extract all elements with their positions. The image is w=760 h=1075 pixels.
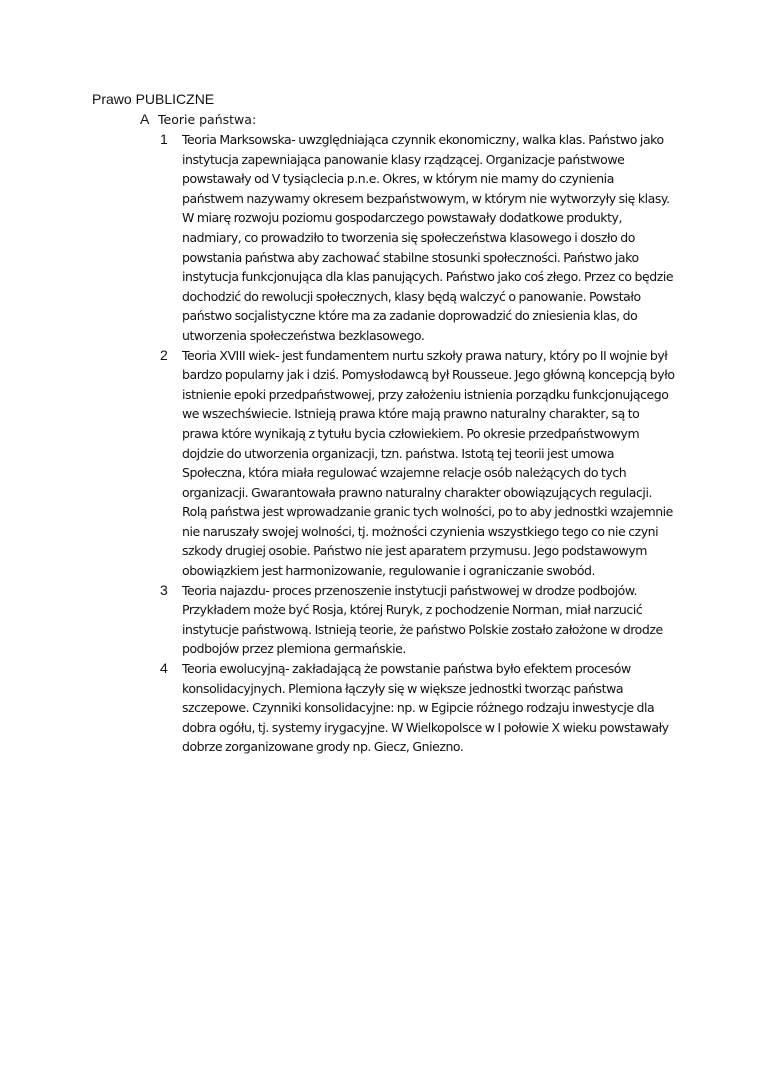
list-item-number: 1 — [160, 131, 168, 147]
section-a — [140, 110, 700, 757]
section-title: Teorie państwa: — [158, 112, 257, 127]
section-heading — [140, 110, 700, 128]
list-item-number: 2 — [160, 346, 168, 363]
theories-list — [140, 130, 700, 757]
list-item — [140, 581, 700, 659]
document-title: Prawo PUBLICZNE — [92, 91, 215, 107]
list-item — [140, 346, 700, 581]
section-letter: A — [140, 111, 150, 127]
list-item-number: 3 — [160, 581, 168, 598]
list-item-text: Teoria Marksowska- uwzględniająca czynnik ekonomiczny, walka klas. Państwo jako instytucja zapewniająca panowanie klasy rządzącej. Organizacje państwowe powstawały od V tysiąclecia p.n.e. Okres, w którym nie mamy do czynienia państwem nazywamy okresem bezpaństwowym, w którym nie wytworzyły się klasy. W miarę rozwoju poziomu gospodarczego powstawały dodatkowe produkty, nadmiary, co prowadziło to tworzenia się społeczeństwa klasowego i doszło do powstania państwa aby zachować stabilne stosunki społeczności. Państwo jako instytucja funkcjonująca dla klas panujących. Państwo jako coś złego. Przez co będzie dochodzić do rewolucji społecznych, klasy będą walczyć o panowanie. Powstało państwo socjalistyczne które ma za zadanie doprowadzić do zniesienia klas, do utworzenia społeczeństwa bezklasowego. — [182, 132, 674, 343]
list-item-text: Teoria ewolucyjną- zakładającą że powstanie państwa było efektem procesów konsolidacyjnych. Plemiona łączyły się w większe jednostki tworząc państwa szczepowe. Czynniki konsolidacyjne: np. w Egipcie różnego rodzaju inwestycje dla dobra ogółu, tj. systemy irygacyjne. W Wielkopolsce w I połowie X wieku powstawały dobrze zorganizowane grody np. Giecz, Gniezno. — [182, 661, 669, 755]
list-item — [140, 659, 700, 757]
list-item-text: Teoria najazdu- proces przenoszenie instytucji państwowej w drodze podbojów. Przykładem może być Rosja, której Ruryk, z pochodzenie Norman, miał narzucić instytucje państwową. Istnieją teorie, że państwo Polskie zostało założone w drodze podbojów przez plemiona germańskie. — [182, 582, 663, 657]
list-item — [140, 130, 700, 346]
list-item-text: Teoria XVIII wiek- jest fundamentem nurtu szkoły prawa natury, który po II wojnie był bardzo popularny jak i dziś. Pomysłodawcą był Rousseue. Jego główną koncepcją było istnienie epoki przedpaństwowej, przy założeniu istnienia porządku funkcjonującego we wszechświecie. Istnieją prawa które mają prawno naturalny charakter, są to prawa które wynikają z tytułu bycia człowiekiem. Po okresie przedpaństwowym dojdzie do utworzenia organizacji, tzn. państwa. Istotą tej teorii jest umowa Społeczna, która miała regulować wzajemne relacje osób należących do tych organizacji. Gwarantowała prawno naturalny charakter obowiązujących regulacji. Rolą państwa jest wprowadzanie granic tych wolności, po to aby jednostki wzajemnie nie naruszały swojej wolności, tj. możności czynienia wszystkiego tego co nie czyni szkody drugiej osobie. Państwo nie jest aparatem przymusu. Jego podstawowym obowiązkiem jest harmonizowanie, regulowanie i ograniczanie swobód. — [182, 347, 675, 579]
list-item-number: 4 — [160, 660, 168, 677]
